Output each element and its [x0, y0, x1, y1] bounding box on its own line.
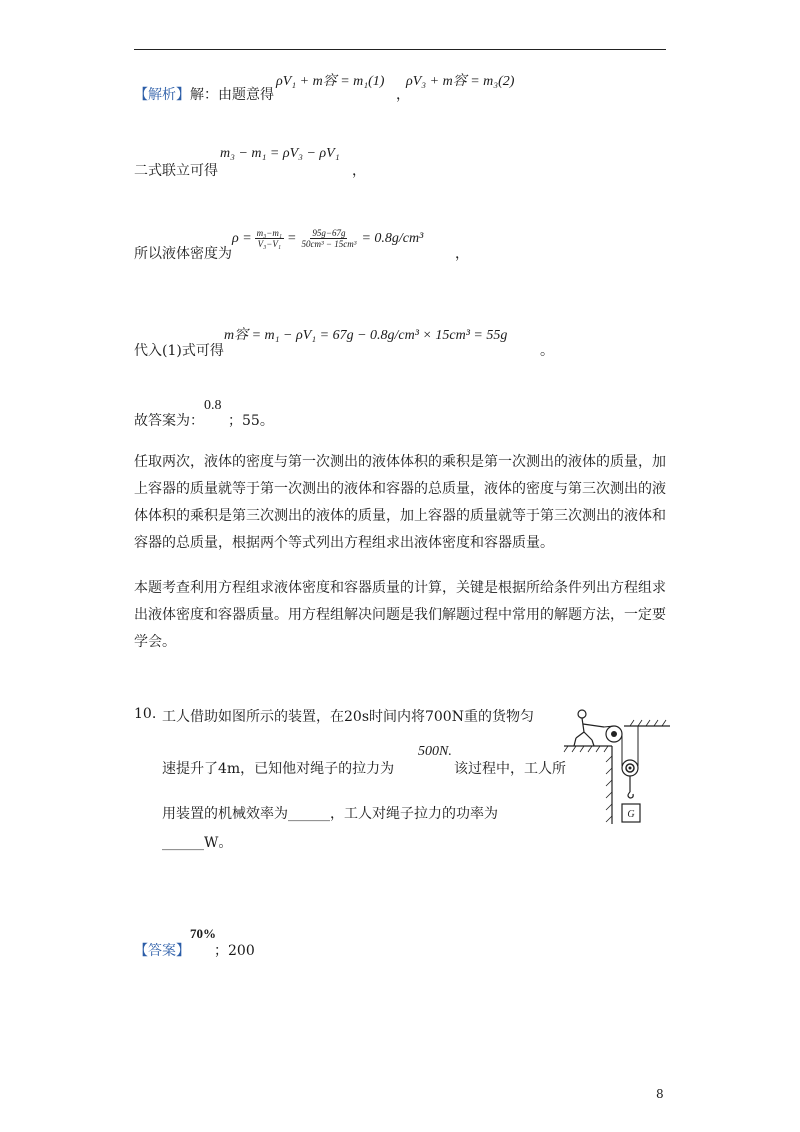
- equation-separator: ，: [396, 87, 410, 103]
- answer-summary-label: 故答案为：: [134, 413, 204, 429]
- equation-1: ρV₁ + m容 = m₁(1): [276, 74, 385, 89]
- pulley-figure: [560, 700, 672, 828]
- answer-summary-value: 0.8: [204, 398, 222, 413]
- question-line-3: 用装置的机械效率为______，工人对绳子拉力的功率为: [162, 806, 498, 822]
- equation-4: m容 = m₁ − ρV₁ = 67g − 0.8g/cm³ × 15cm³ = 55g: [224, 328, 508, 343]
- explanation-line: 容器的总质量，根据两个等式列出方程组求出液体密度和容器质量。: [134, 535, 554, 551]
- density-end: ，: [455, 246, 469, 262]
- explanation-line: 体体积的乘积是第三次测出的液体的质量，加上容器的质量就等于第三次测出的液体和: [134, 508, 666, 524]
- question-line-1: 工人借助如图所示的装置，在20s时间内将700N重的货物匀: [162, 709, 534, 725]
- density-equation: ρ = $\frac{\text{m₃−m₁}}{\text{V₃−V₁}}$ = $\frac{95g-67g}{\text{50cm³ − 15cm³}}$ = 0.8g/cm³: [232, 228, 424, 249]
- weight-label: G: [627, 809, 635, 820]
- fixed-pulley-axle: [611, 731, 617, 737]
- question-line-4: ______W。: [162, 835, 233, 851]
- equation-3-end: ，: [352, 163, 366, 179]
- summary-line: 出液体密度和容器质量。用方程组解决问题是我们解题过程中常用的解题方法，一定要: [134, 607, 666, 623]
- fraction-2-denominator: 50cm³ − 15cm³: [301, 239, 357, 249]
- question-line-2b: 该过程中，工人所: [454, 761, 566, 777]
- hook-icon: [628, 792, 633, 798]
- summary-line: 学会。: [134, 634, 176, 650]
- combine-label: 二式联立可得: [134, 163, 218, 179]
- page-number: 8: [656, 1087, 664, 1101]
- answer-rest: ；200: [214, 943, 255, 959]
- fraction-2-numerator: 95g−67g: [312, 228, 346, 238]
- worker-figure: [574, 710, 604, 746]
- movable-pulley-axle: [629, 767, 632, 770]
- explanation-line: 上容器的质量就等于第一次测出的液体和容器的总质量，液体的密度与第三次测出的液: [134, 481, 666, 497]
- answer-summary-rest: ；55。: [228, 413, 274, 429]
- equation-3: m₃ − m₁ = ρV₃ − ρV₁: [220, 146, 340, 161]
- fraction-1-denominator: V₃−V₁: [257, 239, 281, 249]
- summary-paragraph: [134, 575, 668, 656]
- explanation-paragraph: [134, 449, 668, 557]
- platform-hatch: [564, 746, 608, 752]
- explanation-line: 任取两次，液体的密度与第一次测出的液体体积的乘积是第一次测出的液体的质量，加: [134, 454, 666, 470]
- density-fraction-1: [255, 228, 284, 249]
- answer-efficiency: 70%: [190, 926, 216, 941]
- ceiling-hatch: [630, 720, 666, 726]
- question-force-value: 500N.: [418, 744, 452, 759]
- density-fraction-2: [299, 228, 358, 249]
- question-number: 10.: [134, 706, 157, 722]
- answer-line: [134, 940, 190, 960]
- density-label: 所以液体密度为: [134, 246, 232, 262]
- equation-2: ρV₃ + m容 = m₃(2): [406, 74, 515, 89]
- analysis-intro: 解：由题意得: [190, 87, 274, 103]
- fraction-1-numerator: m₃−m₁: [256, 228, 283, 238]
- analysis-tag: 【解析】: [134, 87, 190, 103]
- wall-hatch: [606, 756, 612, 822]
- answer-tag: 【答案】: [134, 943, 190, 959]
- density-rhs: = 0.8g/cm³: [361, 230, 424, 246]
- question-line-2a: 速提升了4m，已知他对绳子的拉力为: [162, 761, 395, 777]
- density-lhs: ρ =: [232, 230, 252, 246]
- substitute-label: 代入(1)式可得: [134, 343, 224, 359]
- summary-line: 本题考查利用方程组求液体密度和容器质量的计算，关键是根据所给条件列出方程组求: [134, 580, 666, 596]
- analysis-intro-line: [134, 84, 274, 104]
- header-rule: [134, 49, 666, 50]
- equation-4-end: 。: [540, 343, 554, 359]
